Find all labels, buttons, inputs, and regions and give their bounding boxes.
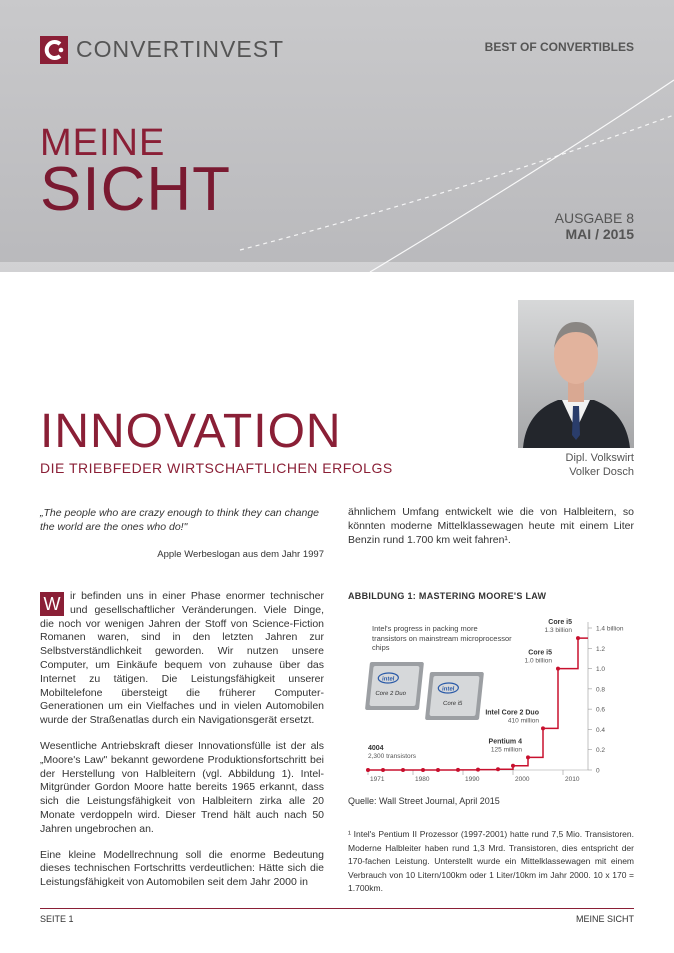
x-tick-label: 1971 (370, 776, 385, 783)
y-tick-label: 0.6 (596, 706, 606, 714)
footnote: ¹ Intel's Pentium II Prozessor (1997-2001) hatte rund 7,5 Mio. Transistoren. Moderne Halbleiter haben rund 1,3 Mrd. Transistoren, dies entspricht der 170-fachen Leistung. Unterstellt wurde ein Mittelklassewagen mit einem Verbrauch von 10 Litern/100km oder 1 Liter/10km im Jahr 2000. 10 x 170 = 1.700km. (348, 829, 634, 893)
annotation-detail: 2,300 transistors (368, 752, 417, 760)
annotation-name: Core i5 (528, 649, 552, 657)
data-point (381, 768, 385, 772)
data-point (556, 667, 560, 671)
annotation-detail: 1.0 billion (524, 657, 552, 665)
annotation-name: Intel Core 2 Duo (485, 709, 539, 717)
y-tick-label: 1.2 (596, 645, 606, 653)
x-tick-label: 1980 (415, 776, 430, 783)
brand-name: CONVERTINVEST (76, 36, 285, 62)
chip-brand-label: intel (381, 676, 395, 683)
y-tick-label: 1.4 billion (596, 625, 624, 633)
moores-law-chart (348, 606, 634, 790)
issue-number: AUSGABE 8 (554, 210, 634, 226)
y-tick-label: 0.8 (596, 686, 606, 694)
paragraph-2: Wesentliche Antriebskraft dieser Innovationsfülle ist der als „Moore's Law" bekannt gewordene Produktionsfortschritt bei der Herstellung von Halbleitern (vgl. Abbildung 1). Intel-Mitgründer Gordon Moore hatte bereits 1965 erkannt, dass sich die Leistungsfähigkeit von Halbleitern zirka alle 20 Monate verdoppeln wird. Dieser Trend hält auch nach 50 Jahren ungebrochen an. (40, 739, 324, 835)
publication-title-line1: MEINE (40, 122, 166, 164)
author-name: Volker Dosch (569, 466, 634, 478)
x-tick-label: 1990 (465, 776, 480, 783)
paragraph-4: ähnlichem Umfang entwickelt wie die von Halbleitern, so könnten moderne Mittelklassewagen heute mit einem Liter Benzin rund 1.700 km weit fahren¹. (348, 506, 634, 546)
dropcap: W (40, 592, 64, 616)
article-title: INNOVATION (40, 405, 342, 458)
y-tick-label: 0 (596, 767, 600, 775)
author-title: Dipl. Volkswirt (565, 452, 634, 464)
author-photo (518, 300, 634, 448)
data-point (421, 768, 425, 772)
footer-title: MEINE SICHT (575, 914, 634, 924)
header-banner (0, 0, 674, 272)
data-point (401, 768, 405, 772)
chip-images (365, 662, 484, 720)
annotation-detail: 410 million (507, 717, 539, 725)
data-point (576, 636, 580, 640)
data-point (476, 768, 480, 772)
annotation-name: Core i5 (548, 619, 572, 627)
data-point (366, 768, 370, 772)
paragraph-3: Eine kleine Modellrechnung soll die enorme Bedeutung dieses technischen Fortschritts verdeutlichen: Hätte sich die Leistungsfähigkeit von Automobilen seit dem Jahr 2000 in (40, 848, 324, 889)
page-number: SEITE 1 (40, 914, 74, 924)
chip-label-1: Core 2 Duo (375, 691, 407, 697)
figure-title: ABBILDUNG 1: MASTERING MOORE'S LAW (348, 591, 547, 601)
data-point (526, 755, 530, 759)
left-column (40, 590, 324, 902)
chip-label-2: Core i5 (442, 701, 463, 707)
data-point (496, 767, 500, 771)
data-point (436, 768, 440, 772)
data-point (541, 726, 545, 730)
annotation-name: Pentium 4 (488, 738, 522, 746)
annotation-detail: 1.3 billion (544, 627, 572, 635)
paragraph-1: W ir befinden uns in einer Phase enormer technischer und gesellschaftlicher Veränderungen. Viele Dinge, die noch vor wenigen Jahren der Stoff von Science-Fiction Romanen waren, sind in den letzten Jahren zur Selbstverständlichkeit geworden. Wir nutzen unsere Computer, um Einkäufe bequem von zuhause über das Internet zu tätigen. Die Leistungsfähigkeit unserer Mobiltelefone übersteigt die früherer Computer-Generationen um ein Vielfaches und in vielen Automobilen wurde der Straßenatlas durch ein Navigationsgerät ersetzt. (40, 590, 324, 727)
figure-source: Quelle: Wall Street Journal, April 2015 (348, 796, 500, 806)
chip-corei5 (425, 672, 484, 720)
author-caption (566, 451, 634, 479)
data-point (511, 764, 515, 768)
y-tick-label: 0.4 (596, 726, 606, 734)
issue-info (555, 210, 634, 242)
series-label: BEST OF CONVERTIBLES (484, 40, 634, 54)
y-tick-label: 1.0 (596, 666, 606, 674)
y-tick-label: 0.2 (596, 747, 606, 755)
annotation-detail: 125 million (490, 746, 522, 754)
quote-source: Apple Werbeslogan aus dem Jahr 1997 (157, 549, 324, 560)
chip-core2duo (365, 662, 424, 710)
quote: „The people who are crazy enough to think they can change the world are the ones who do!" (40, 507, 320, 533)
footer-divider (40, 908, 634, 909)
issue-date: MAI / 2015 (565, 226, 634, 242)
annotation-name: 4004 (368, 744, 384, 752)
publication-title-line2: SICHT (40, 155, 231, 224)
chip-brand-label: intel (441, 686, 455, 693)
logo-icon (40, 36, 68, 64)
x-tick-label: 2000 (515, 776, 530, 783)
chart-intro: Intel's progress in packing more transistors on mainstream microprocessor chips (372, 624, 512, 652)
data-point (456, 768, 460, 772)
article-subtitle: DIE TRIEBFEDER WIRTSCHAFTLICHEN ERFOLGS (40, 460, 393, 476)
x-tick-label: 2010 (565, 776, 580, 783)
